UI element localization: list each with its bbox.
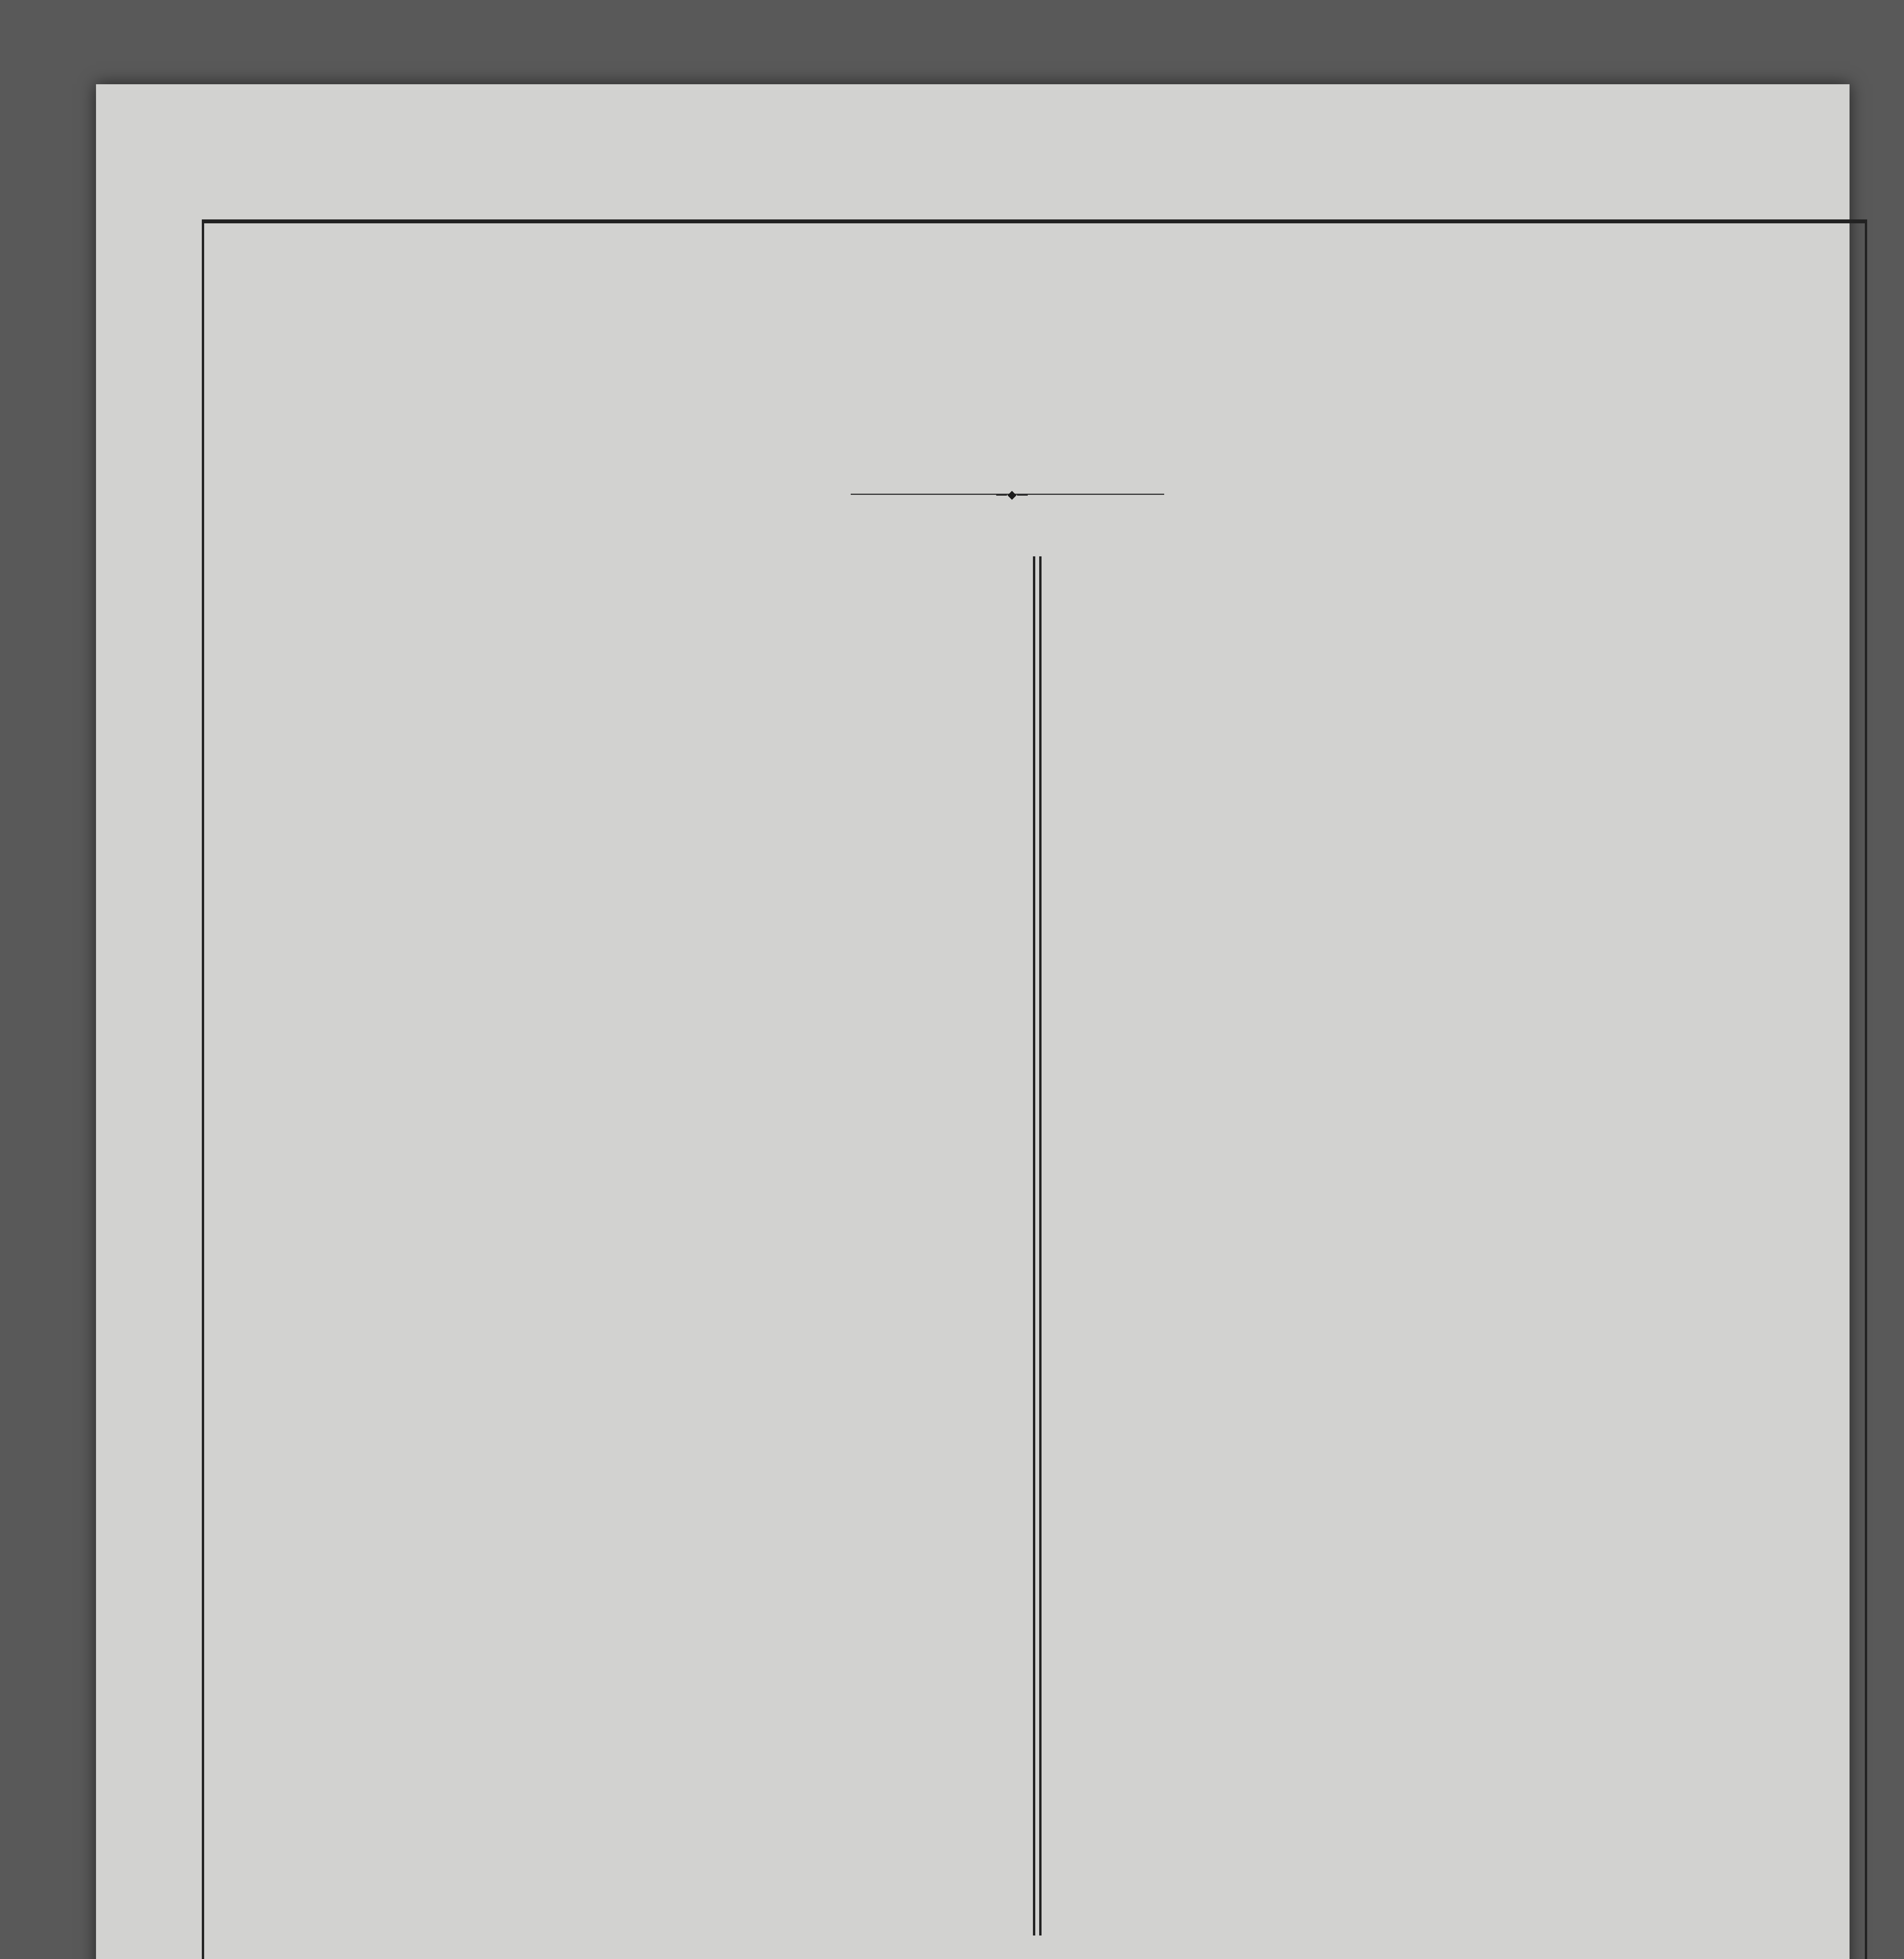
column-divider [1033,556,1042,1935]
members-list-right [1105,552,1850,572]
telephone-header [1105,552,1850,572]
syndicat-frame [202,219,1867,1959]
telephone-header [273,552,978,572]
members-list-left [273,552,978,572]
ornament-rule [851,488,1164,502]
ornament-icon: —◆— [996,488,1029,502]
page-header [155,186,1859,210]
